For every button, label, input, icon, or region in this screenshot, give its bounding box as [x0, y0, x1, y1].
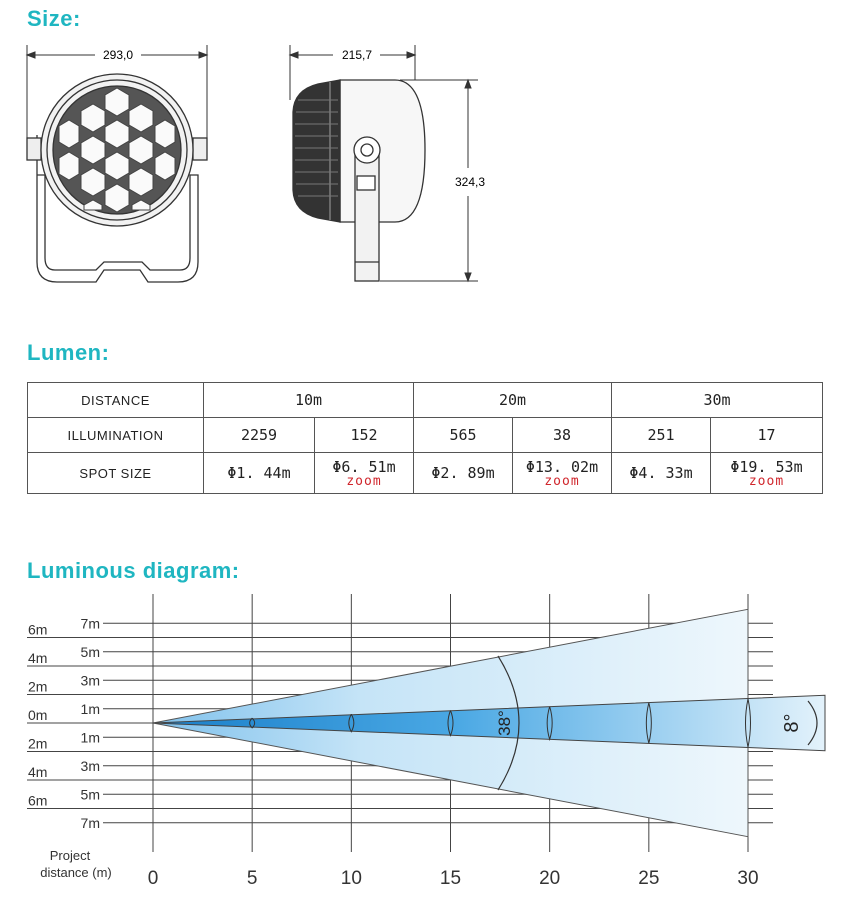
spot-value: Φ6. 51m: [332, 458, 396, 476]
spot-value: Φ2. 89m: [431, 464, 495, 482]
spot-value: Φ13. 02m: [525, 458, 599, 476]
y-inner-label: 1m: [80, 729, 100, 746]
illumination-cell: 152: [315, 418, 414, 453]
x-tick-label: 10: [340, 868, 362, 889]
zoom-label: zoom: [748, 474, 785, 489]
y-outer-label: 4m: [28, 764, 48, 780]
y-inner-label: 1m: [80, 700, 100, 717]
illumination-cell: 38: [513, 418, 612, 453]
spot-cell: [513, 453, 612, 494]
x-axis-label-line1: Project: [49, 848, 91, 863]
diagram-heading: Luminous diagram:: [27, 558, 240, 583]
spot-size-row: [28, 453, 823, 494]
distance-cell: 20m: [414, 383, 612, 418]
x-tick-label: 20: [539, 868, 561, 889]
size-heading: Size:: [27, 6, 81, 31]
lumen-table: [27, 382, 823, 494]
spot-value: Φ4. 33m: [629, 464, 693, 482]
illumination-cell: 251: [612, 418, 711, 453]
zoom-label: zoom: [544, 474, 580, 489]
lumen-heading: Lumen:: [27, 340, 110, 365]
spot-value: Φ19. 53m: [730, 458, 803, 476]
spot-cell: [204, 453, 315, 494]
front-width-label: 293,0: [102, 48, 134, 62]
y-inner-label: 3m: [80, 757, 100, 774]
height-label: 324,3: [454, 175, 486, 189]
spot-cell: [315, 453, 414, 494]
fixture-drawings: [0, 40, 843, 290]
distance-header: DISTANCE: [28, 383, 204, 418]
illumination-cell: 17: [711, 418, 823, 453]
spot-cell: [612, 453, 711, 494]
spot-cell: [711, 453, 823, 494]
y-outer-label: 6m: [28, 792, 48, 809]
distance-cell: 10m: [204, 383, 414, 418]
wide-beam-angle-label: 38°: [495, 710, 514, 736]
spot-size-header: SPOT SIZE: [28, 453, 204, 494]
distance-row: [28, 383, 823, 418]
y-outer-label: 4m: [28, 650, 48, 666]
x-axis-label-line2: distance (m): [40, 865, 112, 880]
illumination-cell: 565: [414, 418, 513, 453]
beams: [153, 609, 825, 836]
narrow-beam-angle-label: 8°: [781, 713, 803, 733]
y-outer-label: 0m: [28, 707, 48, 723]
side-depth-label: 215,7: [341, 48, 373, 62]
illumination-cell: 2259: [204, 418, 315, 453]
spot-value: Φ1. 44m: [227, 464, 291, 482]
beam-diagram: [0, 590, 843, 900]
x-tick-label: 30: [737, 868, 759, 889]
x-tick-label: 5: [246, 868, 258, 889]
y-inner-label: 5m: [80, 786, 100, 803]
x-tick-label: 15: [439, 868, 462, 889]
zoom-label: zoom: [346, 474, 382, 489]
illumination-header: ILLUMINATION: [28, 418, 204, 453]
x-tick-label: 25: [638, 868, 660, 889]
y-inner-label: 7m: [80, 814, 100, 831]
distance-cell: 30m: [612, 383, 823, 418]
y-outer-label: 2m: [28, 678, 48, 695]
illumination-row: [28, 418, 823, 453]
y-inner-label: 3m: [80, 672, 100, 689]
y-outer-label: 6m: [28, 621, 48, 638]
y-inner-label: 5m: [80, 643, 100, 660]
x-tick-label: 0: [147, 868, 159, 889]
spot-cell: [414, 453, 513, 494]
y-outer-label: 2m: [28, 735, 48, 752]
y-inner-label: 7m: [80, 615, 100, 632]
side-view-fixture: [293, 80, 425, 281]
